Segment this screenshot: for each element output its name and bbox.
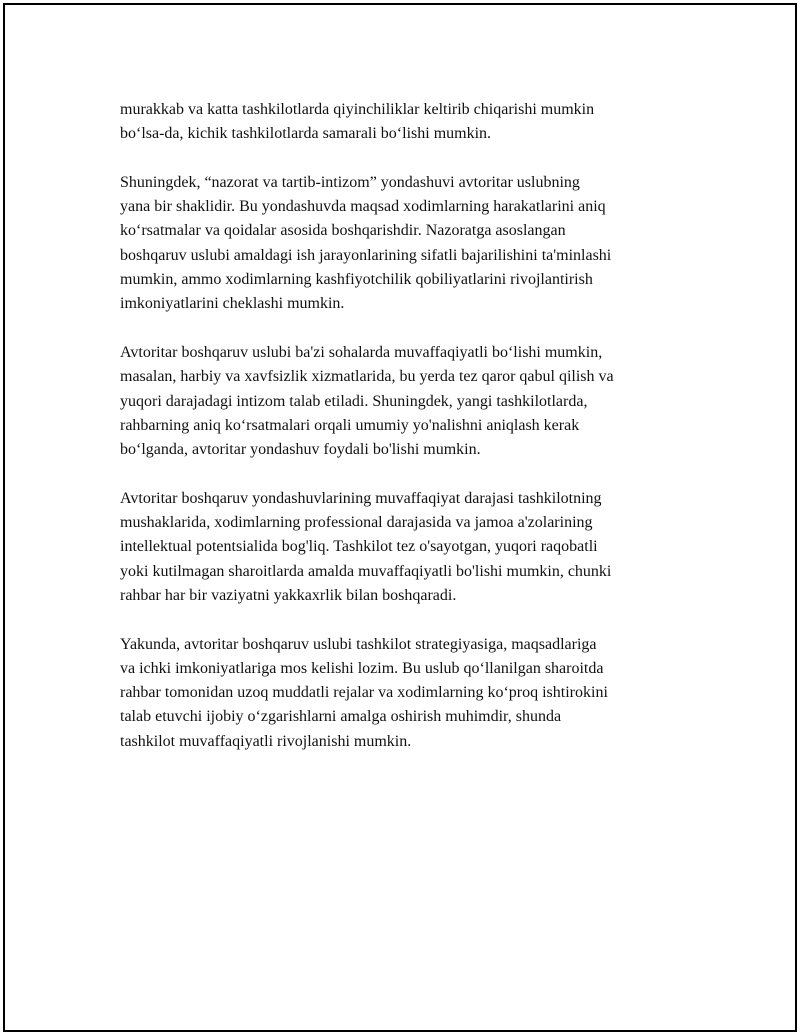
paragraph-2 [120,171,695,317]
text-line: boshqaruv uslubi amaldagi ish jarayonlarining sifatli bajarilishini ta'minlashi [120,246,612,264]
paragraph-5 [120,633,695,754]
text-line: Avtoritar boshqaruv yondashuvlarining muvaffaqiyat darajasi tashkilotning [120,489,602,507]
text-line: talab etuvchi ijobiy o‘zgarishlarni amalga oshirish muhimdir, shunda [120,708,562,726]
text-line: ko‘rsatmalar va qoidalar asosida boshqarishdir. Nazoratga asoslangan [120,222,566,240]
text-line: tashkilot muvaffaqiyatli rivojlanishi mumkin. [120,732,412,750]
text-line: Shuningdek, “nazorat va tartib-intizom” yondashuvi avtoritar uslubning [120,173,580,191]
text-line: Yakunda, avtoritar boshqaruv uslubi tashkilot strategiyasiga, maqsadlariga [120,635,597,653]
document-body [120,98,695,778]
paragraph-4 [120,487,695,608]
text-line: imkoniyatlarini cheklashi mumkin. [120,295,345,313]
text-line: mushaklarida, xodimlarning professional darajasida va jamoa a'zolarining [120,514,593,532]
text-line: masalan, harbiy va xavfsizlik xizmatlarida, bu yerda tez qaror qabul qilish va [120,368,614,386]
text-line: yana bir shaklidir. Bu yondashuvda maqsad xodimlarning harakatlarini aniq [120,198,606,216]
text-line: murakkab va katta tashkilotlarda qiyinchiliklar keltirib chiqarishi mumkin [120,101,595,118]
paragraph-3 [120,341,695,462]
text-line: Avtoritar boshqaruv uslubi ba'zi sohalarda muvaffaqiyatli bo‘lishi mumkin, [120,343,603,361]
paragraph-1 [120,98,695,147]
text-line: bo‘lsa-da, kichik tashkilotlarda samarali bo‘lishi mumkin. [120,125,492,143]
text-line: yuqori darajadagi intizom talab etiladi. Shuningdek, yangi tashkilotlarda, [120,392,588,410]
text-line: rahbarning aniq ko‘rsatmalari orqali umumiy yo'nalishni aniqlash kerak [120,416,580,434]
text-line: mumkin, ammo xodimlarning kashfiyotchilik qobiliyatlarini rivojlantirish [120,271,593,289]
text-line: rahbar har bir vaziyatni yakkaxrlik bilan boshqaradi. [120,586,457,604]
text-line: bo‘lganda, avtoritar yondashuv foydali bo'lishi mumkin. [120,441,481,459]
document-page [3,3,797,1032]
text-line: va ichki imkoniyatlariga mos kelishi lozim. Bu uslub qo‘llanilgan sharoitda [120,659,604,677]
text-line: rahbar tomonidan uzoq muddatli rejalar va xodimlarning ko‘proq ishtirokini [120,684,608,702]
text-line: intellektual potentsialida bog'liq. Tashkilot tez o'sayotgan, yuqori raqobatli [120,538,598,556]
text-line: yoki kutilmagan sharoitlarda amalda muvaffaqiyatli bo'lishi mumkin, chunki [120,562,612,580]
